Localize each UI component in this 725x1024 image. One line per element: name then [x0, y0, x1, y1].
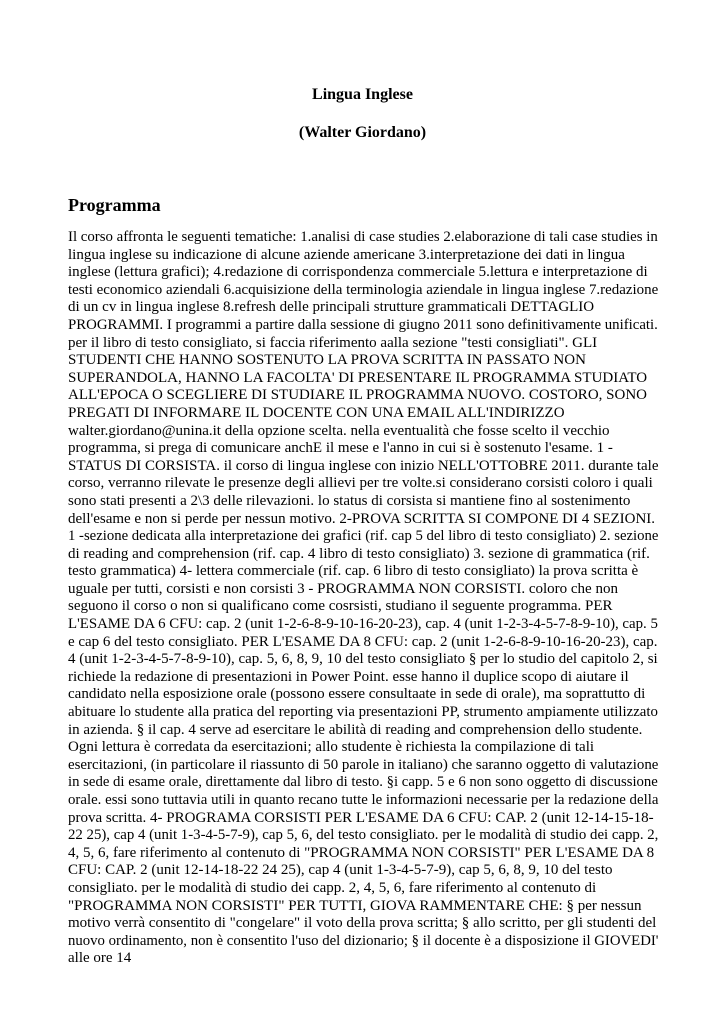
body-text-line: candidato nella esposizione orale (possono essere consultaate in sede di orale), ma soprattutto di: [68, 686, 646, 703]
body-text-line: prova scritta. 4- PROGRAMA CORSISTI PER L'ESAME DA 6 CFU: CAP. 2 (unit 12-14-15-18-: [68, 809, 654, 826]
body-text-line: SUPERANDOLA, HANNO LA FACOLTA' DI PRESENTARE IL PROGRAMMA STUDIATO: [68, 369, 648, 386]
body-text-line: PREGATI DI INFORMARE IL DOCENTE CON UNA EMAIL ALL'INDIRIZZO: [68, 404, 565, 421]
body-text-line: STUDENTI CHE HANNO SOSTENUTO LA PROVA SCRITTA IN PASSATO NON: [68, 352, 586, 369]
body-text-line: richiede la redazione di presentazioni in Power Point. esse hanno il duplice scopo di aiutare il: [68, 668, 629, 685]
body-text-line: 4 (unit 1-2-3-4-5-7-8-9-10), cap. 5, 6, 8, 9, 10 del testo consigliato § per lo studio del capitolo 2, si: [68, 651, 658, 668]
body-text-line: inglese (lettura grafici); 4.redazione di corrispondenza commerciale 5.lettura e interpretazione di: [68, 264, 648, 281]
body-text-line: e cap 6 del testo consigliato. PER L'ESAME DA 8 CFU: cap. 2 (unit 1-2-6-8-9-10-16-20-23), cap.: [68, 633, 658, 650]
body-text-line: per il libro di testo consigliato, si faccia riferimento aalla sezione "testi consigliati". GLI: [68, 334, 598, 351]
body-text-line: motivo verrà consentito di "congelare" il voto della prova scritta; § allo scritto, per gli studenti del: [68, 915, 657, 932]
body-text-line: abituare lo studente alla pratica del reporting via presentazioni PP, strumento ampiamente utilizzato: [68, 704, 658, 721]
body-text-line: PROGRAMMI. I programmi a partire dalla sessione di giugno 2011 sono definitivamente unificati.: [68, 316, 658, 333]
section-heading: Programma: [68, 195, 161, 215]
document-title: Lingua Inglese: [312, 86, 413, 103]
body-text-line: testi economico aziendali 6.acquisizione della terminologia aziendale in lingua inglese 7.redazione: [68, 281, 659, 298]
body-text-line: dell'esame e non si perde per nessun motivo. 2-PROVA SCRITTA SI COMPONE DI 4 SEZIONI.: [68, 510, 656, 527]
body-text-line: orale. essi sono tuttavia utili in quanto recano tutte le informazioni necessarie per la redazione della: [68, 792, 659, 808]
body-text-line: STATUS DI CORSISTA. il corso di lingua inglese con inizio NELL'OTTOBRE 2011. durante tale: [68, 457, 659, 474]
body-text-line: 22 25), cap 4 (unit 1-3-4-5-7-9), cap 5, 6, del testo consigliato. per le modalità di studio dei capp. 2,: [68, 827, 659, 844]
body-text-line: ALL'EPOCA O SCEGLIERE DI STUDIARE IL PROGRAMMA NUOVO. COSTORO, SONO: [68, 387, 647, 404]
body-text-line: esercitazioni, (in particolare il riassunto di 50 parole in italiano) che saranno oggetto di valutazione: [68, 756, 659, 773]
body-text-line: corso, verranno rilevate le presenze degli allievi per tre volte.si considerano corsisti coloro i quali: [68, 475, 653, 492]
body-text-line: alle ore 14: [68, 950, 132, 967]
body-text-line: Ogni lettura è corredata da esercitazioni; allo studente è richiesta la compilazione di tali: [68, 739, 595, 756]
body-text-line: testo grammatica) 4- lettera commerciale (rif. cap. 6 libro di testo consigliato) la prova scritta è: [68, 563, 639, 580]
body-text-line: 1 -sezione dedicata alla interpretazione dei grafici (rif. cap 5 del libro di testo consigliato) 2. sezione: [68, 528, 659, 545]
body-text-line: lingua inglese su indicazione di alcune aziende americane 3.interpretazione dei dati in lingua: [68, 246, 625, 263]
body-text-line: uguale per tutti, corsisti e non corsisti 3 - PROGRAMMA NON CORSISTI. coloro che non: [68, 580, 618, 597]
body-text-line: "PROGRAMMA NON CORSISTI" PER TUTTI, GIOVA RAMMENTARE CHE: § per nessun: [68, 897, 642, 914]
body-text-line: nuovo ordinamento, non è consentito l'uso del dizionario; § il docente è a disposizione il GIOVEDI': [68, 932, 659, 949]
body-text-line: CFU: CAP. 2 (unit 12-14-18-22 24 25), cap 4 (unit 1-3-4-5-7-9), cap 5, 6, 8, 9, 10 del testo: [68, 862, 613, 879]
body-text-line: walter.giordano@unina.it della opzione scelta. nella eventualità che fosse scelto il vecchio: [68, 422, 610, 439]
body-text-line: in sede di esame orale, direttamente dal libro di testo. §i capp. 5 e 6 non sono oggetto di discussione: [68, 774, 658, 791]
body-text-line: programma, si prega di comunicare anchE il mese e l'anno in cui si è sostenuto l'esame. 1 -: [68, 440, 613, 457]
body-text-line: L'ESAME DA 6 CFU: cap. 2 (unit 1-2-6-8-9-10-16-20-23), cap. 4 (unit 1-2-3-4-5-7-8-9-10), cap. 5: [68, 616, 658, 633]
body-text-line: sono stati presenti a 2\3 delle rilevazioni. lo status di corsista si mantiene fino al sostenimento: [68, 492, 631, 509]
body-text-line: di reading and comprehension (rif. cap. 4 libro di testo consigliato) 3. sezione di grammatica (rif.: [68, 545, 650, 562]
body-text-line: seguono il corso o non si qualificano come cosrsisti, studiano il seguente programma. PER: [68, 598, 613, 615]
body-text-line: di un cv in lingua inglese 8.refresh delle principali strutture grammaticali DETTAGLIO: [68, 299, 595, 316]
body-text-line: 4, 5, 6, fare riferimento al contenuto di "PROGRAMMA NON CORSISTI" PER L'ESAME DA 8: [68, 844, 655, 861]
program-body-text: [68, 229, 658, 968]
body-text-line: in azienda. § il cap. 4 serve ad esercitare le abilità di reading and comprehension dello studente.: [68, 721, 643, 738]
document-author: (Walter Giordano): [298, 124, 427, 141]
body-text-line: Il corso affronta le seguenti tematiche: 1.analisi di case studies 2.elaborazione di tali case studies in: [68, 229, 658, 245]
body-text-line: consigliato. per le modalità di studio dei capp. 2, 4, 5, 6, fare riferimento al contenuto di: [68, 879, 597, 896]
